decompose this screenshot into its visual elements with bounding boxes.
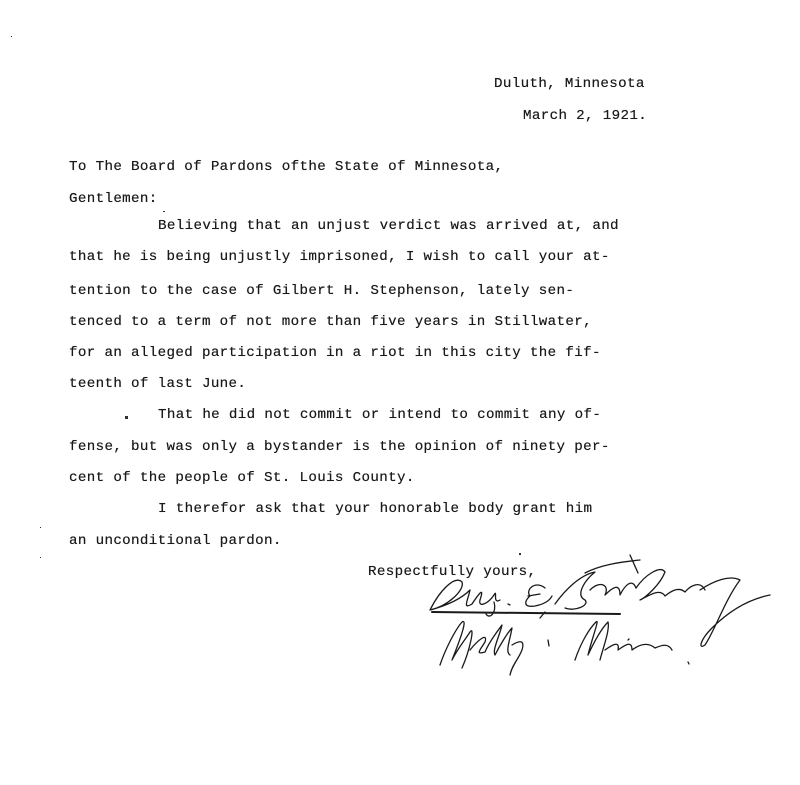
body-line: Believing that an unjust verdict was arrived at, and [158, 218, 619, 234]
body-line: tention to the case of Gilbert H. Stephenson, lately sen- [69, 283, 575, 299]
body-line: cent of the people of St. Louis County. [69, 470, 415, 486]
stray-mark [11, 36, 12, 37]
body-line: teenth of last June. [69, 376, 247, 392]
body-line: for an alleged participation in a riot in this city the fif- [69, 345, 601, 361]
body-line: fense, but was only a bystander is the opinion of ninety per- [69, 439, 610, 455]
stray-mark [40, 557, 41, 558]
body-line: That he did not commit or intend to commit any of- [158, 407, 602, 423]
stray-mark [40, 527, 41, 528]
stray-mark [163, 211, 165, 212]
body-line: I therefor ask that your honorable body grant him [158, 501, 593, 517]
letter-addressee: To The Board of Pardons ofthe State of Minnesota, [69, 159, 504, 175]
letter-closing: Respectfully yours, [368, 564, 537, 580]
stray-mark [519, 553, 521, 555]
letter-date: March 2, 1921. [523, 108, 648, 124]
stray-mark [125, 416, 128, 419]
body-line: that he is being unjustly imprisoned, I wish to call your at- [69, 249, 610, 265]
body-line: tenced to a term of not more than five years in Stillwater, [69, 314, 592, 330]
body-line: an unconditional pardon. [69, 533, 282, 549]
letter-salutation: Gentlemen: [69, 191, 158, 207]
letter-place: Duluth, Minnesota [494, 76, 645, 92]
